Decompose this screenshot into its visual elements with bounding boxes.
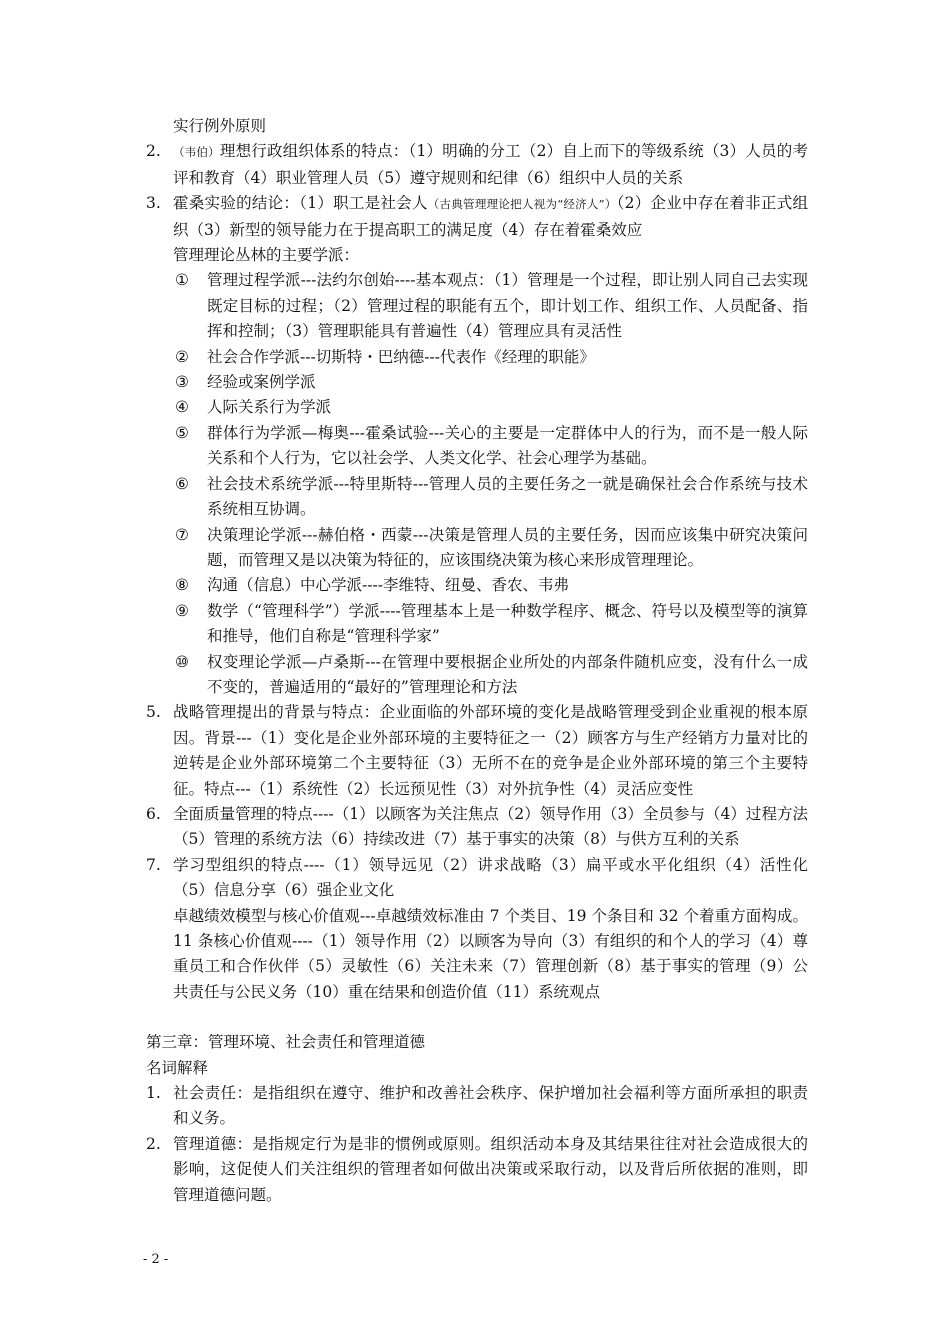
term-text: 管理道德：是指规定行为是非的惯例或原则。组织活动本身及其结果往往对社会造成很大的影响，这促使人们关注组织的管理者如何做出决策或采取行动，以及背后所依据的准则，即管理道德问题。 xyxy=(173,1134,808,1204)
term-item xyxy=(146,1081,808,1132)
chapter-title: 第三章：管理环境、社会责任和管理道德 xyxy=(146,1033,426,1052)
school-text: 社会技术系统学派---特里斯特---管理人员的主要任务之一就是确保社会合作系统与技术系统相互协调。 xyxy=(207,474,808,519)
school-item xyxy=(146,472,808,523)
item-text xyxy=(173,191,808,243)
excellence-paragraph xyxy=(146,904,808,1006)
paragraph-text: 卓越绩效模型与核心价值观---卓越绩效标准由 7 个类目、19 个条目和 32 个着重方面构成。11 条核心价值观----（1）领导作用（2）以顾客为导向（3）有组织的和个人的学习（4）尊重员工和合作伙伴（5）灵敏性（6）关注未来（7）管理创新（8）基于事实的管理（9）公共责任与公民义务（10）重在结果和创造价值（11）系统观点 xyxy=(173,906,808,1001)
school-text: 经验或案例学派 xyxy=(207,373,316,392)
school-text: 社会合作学派---切斯特・巴纳德---代表作《经理的职能》 xyxy=(207,347,595,366)
school-text: 管理过程学派---法约尔创始----基本观点：（1）管理是一个过程，即让别人同自己去实现既定目标的过程；（2）管理过程的职能有五个，即计划工作、组织工作、人员配备、指挥和控制；（3）管理职能具有普遍性（4）管理应具有灵活性 xyxy=(207,271,808,341)
page-content xyxy=(146,114,808,1208)
page-number: - 2 - xyxy=(143,1252,169,1267)
school-text: 权变理论学派—卢桑斯---在管理中要根据企业所处的内部条件随机应变，没有什么一成不变的，普遍适用的“最好的”管理理论和方法 xyxy=(207,652,808,696)
item-note: （古典管理理论把人视为“经济人”） xyxy=(427,197,617,212)
circled-number: ⑤ xyxy=(175,423,189,442)
term-text: 社会责任：是指组织在遵守、维护和改善社会秩序、保护增加社会福利等方面所承担的职责和义务。 xyxy=(173,1084,808,1128)
item-body-b: （2）企业中存在着非正式组织（3）新型的领导能力在于提高职工的满足度（4）存在着霍桑效应 xyxy=(173,194,808,239)
section-heading: 管理理论丛林的主要学派： xyxy=(173,246,360,265)
list-item xyxy=(146,802,808,853)
circled-number: ⑧ xyxy=(175,576,189,595)
item-number: 7. xyxy=(146,855,161,874)
school-item xyxy=(146,345,808,370)
circled-number: ⑩ xyxy=(175,652,189,671)
item-number: 2. xyxy=(146,142,161,161)
item-body: 理想行政组织体系的特点：（1）明确的分工（2）自上而下的等级系统（3）人员的考评和教育（4）职业管理人员（5）遵守规则和纪律（6）组织中人员的关系 xyxy=(173,142,808,187)
circled-number: ① xyxy=(175,271,189,290)
item-text xyxy=(173,139,808,191)
item-text: 全面质量管理的特点----（1）以顾客为关注焦点（2）领导作用（3）全员参与（4）过程方法（5）管理的系统方法（6）持续改进（7）基于事实的决策（8）与供方互利的关系 xyxy=(173,804,808,849)
school-text: 沟通（信息）中心学派----李维特、纽曼、香农、韦弗 xyxy=(207,576,569,595)
circled-number: ⑥ xyxy=(175,474,189,493)
school-item xyxy=(146,370,808,395)
school-item xyxy=(146,599,808,650)
item-text: 战略管理提出的背景与特点：企业面临的外部环境的变化是战略管理受到企业重视的根本原因。背景---（1）变化是企业外部环境的主要特征之一（2）顾客方与生产经销方力量对比的逆转是企业外部环境第二个主要特征（3）无所不在的竞争是企业外部环境的第三个主要特征。特点---（1）系统性（2）长远预见性（3）对外抗争性（4）灵活应变性 xyxy=(173,703,808,798)
school-item xyxy=(146,573,808,598)
school-text: 数学（“管理科学”）学派----管理基本上是一种数学程序、概念、符号以及模型等的演算和推导，他们自称是“管理科学家” xyxy=(207,601,808,646)
item-number: 5. xyxy=(146,703,161,722)
item-number: 3. xyxy=(146,194,161,213)
item-number: 1. xyxy=(146,1084,161,1103)
terms-heading: 名词解释 xyxy=(146,1058,209,1077)
school-item xyxy=(146,268,808,344)
school-item xyxy=(146,523,808,574)
list-item xyxy=(146,700,808,802)
list-item xyxy=(146,853,808,904)
school-text: 决策理论学派---赫伯格・西蒙---决策是管理人员的主要任务，因而应该集中研究决策问题，而管理又是以决策为特征的，应该围绕决策为核心来形成管理理论。 xyxy=(207,525,808,569)
circled-number: ⑦ xyxy=(175,525,189,544)
circled-number: ③ xyxy=(175,373,189,392)
item-number: 6. xyxy=(146,804,161,823)
school-item xyxy=(146,650,808,701)
school-item xyxy=(146,421,808,472)
item-body-a: 霍桑实验的结论：（1）职工是社会人 xyxy=(173,194,428,213)
continuation-line: 实行例外原则 xyxy=(173,117,267,135)
item-text: 学习型组织的特点----（1）领导远见（2）讲求战略（3）扁平或水平化组织（4）活性化（5）信息分享（6）强企业文化 xyxy=(173,855,808,900)
school-item xyxy=(146,395,808,420)
circled-number: ② xyxy=(175,347,189,366)
circled-number: ⑨ xyxy=(175,601,189,620)
school-text: 群体行为学派—梅奥---霍桑试验---关心的主要是一定群体中人的行为，而不是一般人际关系和个人行为，它以社会学、人类文化学、社会心理学为基础。 xyxy=(207,423,808,468)
list-item xyxy=(146,191,808,243)
item-note: （韦伯） xyxy=(173,145,220,160)
item-number: 2. xyxy=(146,1134,161,1153)
school-text: 人际关系行为学派 xyxy=(207,398,332,417)
circled-number: ④ xyxy=(175,398,189,417)
term-item xyxy=(146,1132,808,1208)
list-item xyxy=(146,139,808,191)
